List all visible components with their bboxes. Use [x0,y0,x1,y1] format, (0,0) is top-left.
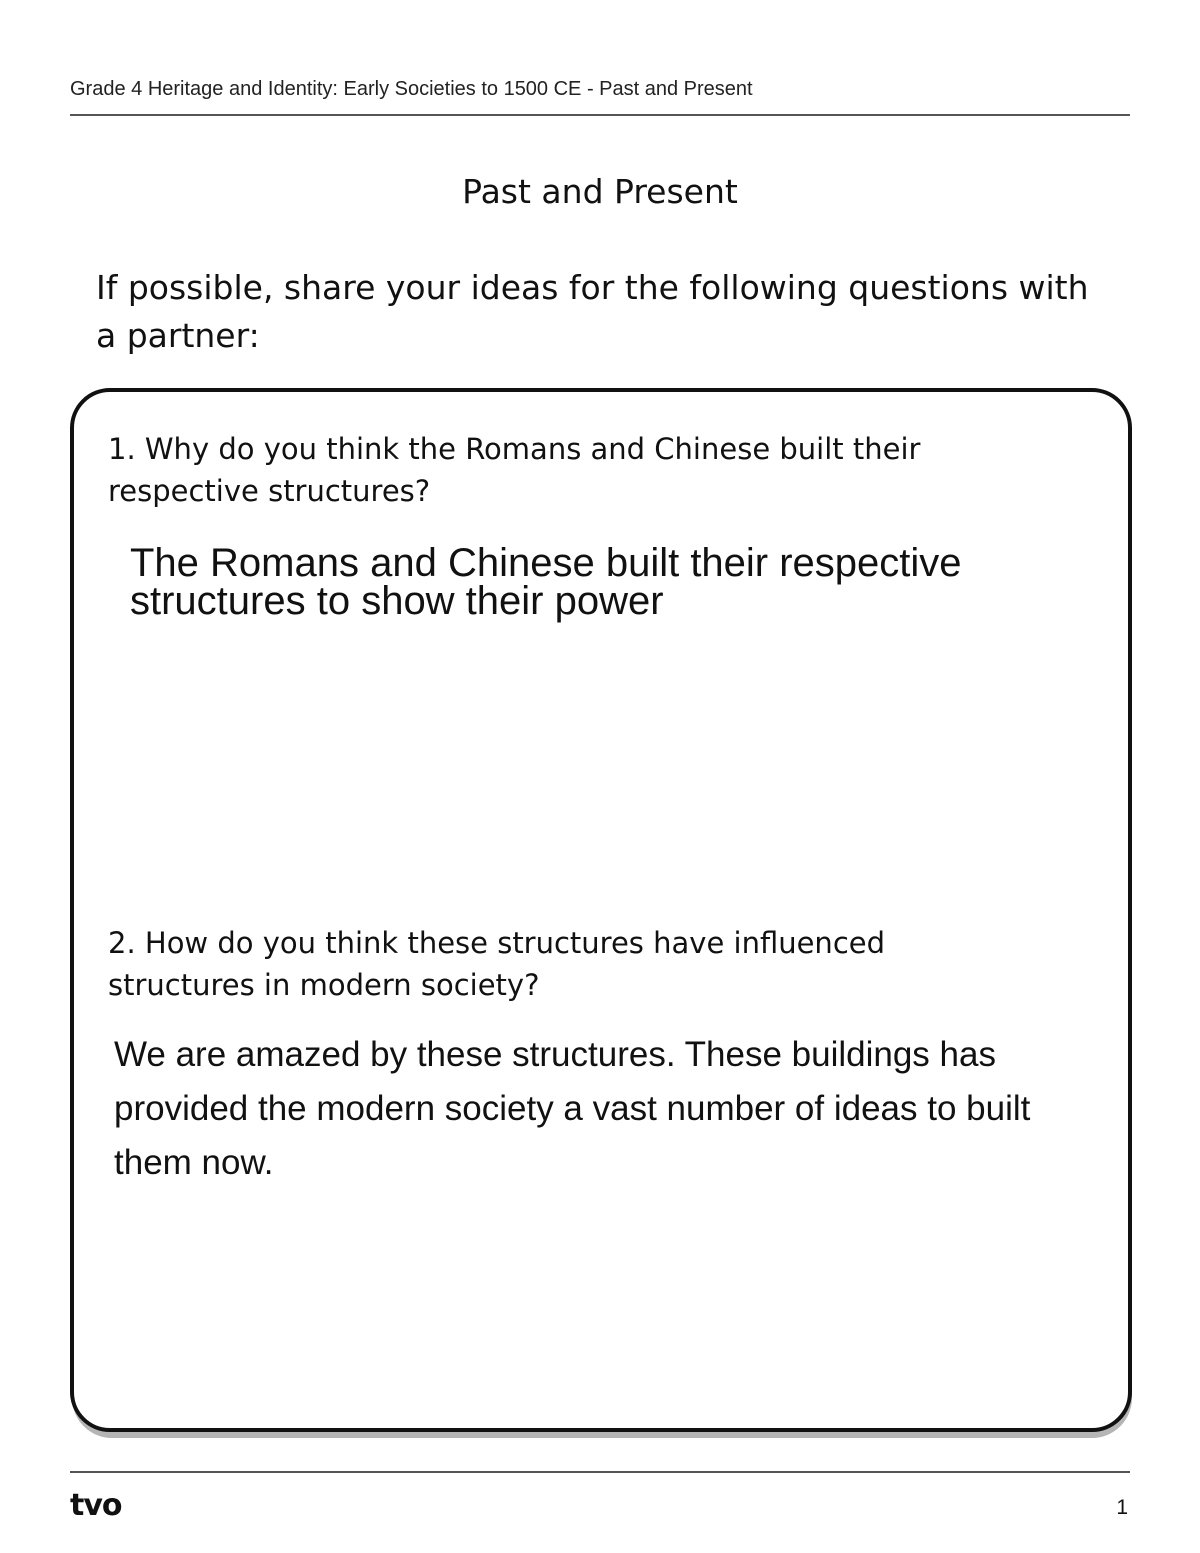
footer-divider [70,1471,1130,1473]
tvo-logo: tvo [70,1488,122,1523]
instructions: If possible, share your ideas for the following questions with a partner: [96,268,1089,355]
question-1-prompt: 1. Why do you think the Romans and Chinese built their respective structures? [108,432,921,508]
question-2-prompt: 2. How do you think these structures have influenced structures in modern society? [108,926,886,1002]
question-1-answer[interactable]: The Romans and Chinese built their respective structures to show their power [130,541,962,623]
question-2-answer[interactable]: We are amazed by these structures. These buildings has provided the modern society a vast number of ideas to built them now. [114,1035,1031,1182]
page-title: Past and Present [462,172,738,211]
page-number: 1 [1116,1496,1128,1519]
document-header: Grade 4 Heritage and Identity: Early Societies to 1500 CE - Past and Present [70,78,753,100]
header-divider [70,114,1130,116]
